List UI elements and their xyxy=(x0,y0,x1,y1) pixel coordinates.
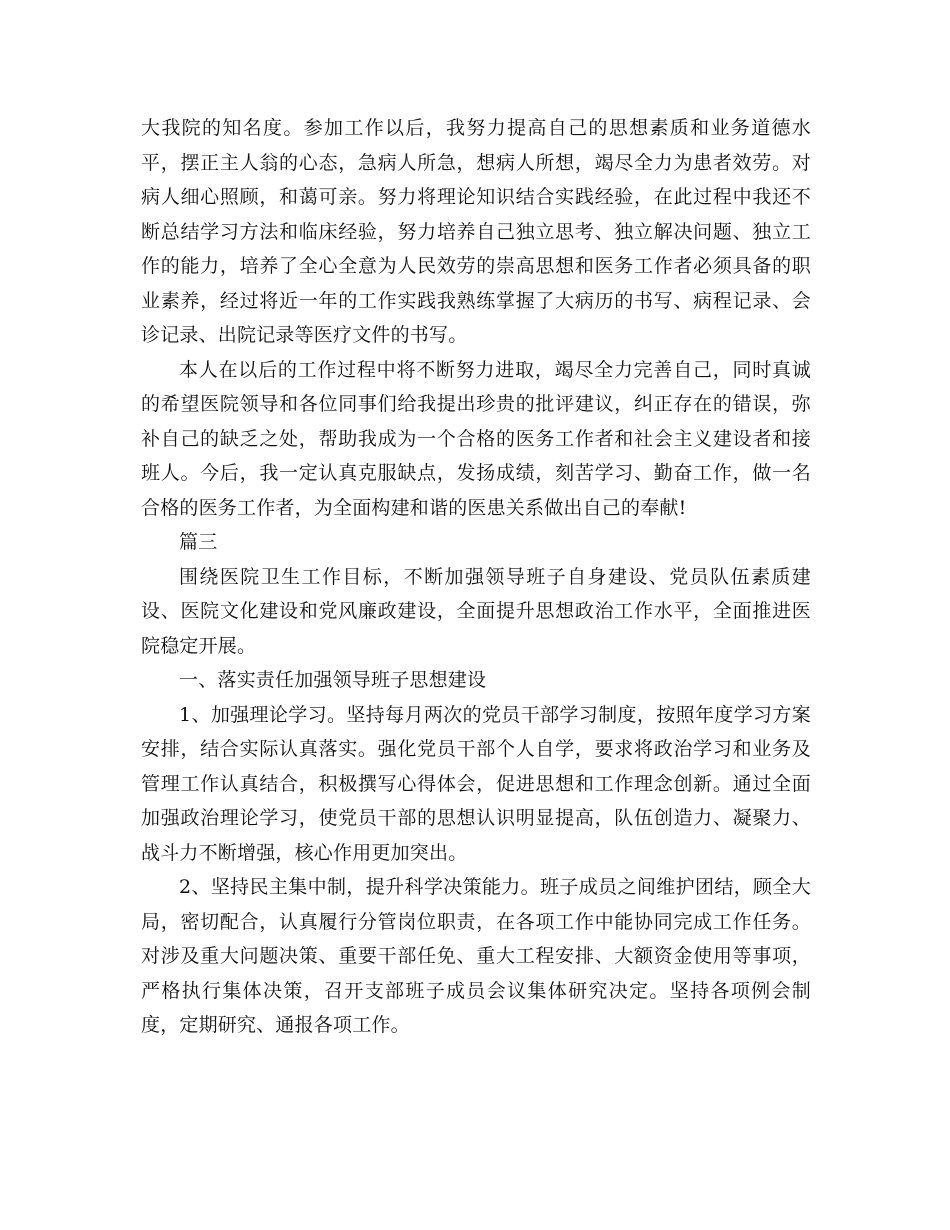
paragraph-hospital-goals: 围绕医院卫生工作目标，不断加强领导班子自身建设、党员队伍素质建设、医院文化建设和党风廉政建设，全面提升思想政治工作水平，全面推进医院稳定开展。 xyxy=(141,565,811,657)
paragraph-self-improvement: 本人在以后的工作过程中将不断努力进取，竭尽全力完善自己，同时真诚的希望医院领导和各位同事们给我提出珍贵的批评建议，纠正存在的错误，弥补自己的缺乏之处，帮助我成为一个合格的医务工作者和社会主义建设者和接班人。今后，我一定认真克服缺点，发扬成绩，刻苦学习、勤奋工作，做一名合格的医务工作者，为全面构建和谐的医患关系做出自己的奉献! xyxy=(141,358,811,519)
document-body xyxy=(141,111,811,1043)
paragraph-work-summary: 大我院的知名度。参加工作以后，我努力提高自己的思想素质和业务道德水平，摆正主人翁的心态，急病人所急，想病人所想，竭尽全力为患者效劳。对病人细心照顾，和蔼可亲。努力将理论知识结合实践经验，在此过程中我还不断总结学习方法和临床经验，努力培养自己独立思考、独立解决问题、独立工作的能力，培养了全心全意为人民效劳的崇高思想和医务工作者必须具备的职业素养，经过将近一年的工作实践我熟练掌握了大病历的书写、病程记录、会诊记录、出院记录等医疗文件的书写。 xyxy=(141,117,811,346)
section-title-part-three: 篇三 xyxy=(179,531,218,553)
section-heading-leadership: 一、落实责任加强领导班子思想建设 xyxy=(179,669,487,691)
paragraph-democratic-centralism: 2、坚持民主集中制，提升科学决策能力。班子成员之间维护团结，顾全大局，密切配合，认真履行分管岗位职责，在各项工作中能协同完成工作任务。对涉及重大问题决策、重要干部任免、重大工程安排、大额资金使用等事项，严格执行集体决策，召开支部班子成员会议集体研究决定。坚持各项例会制度，定期研究、通报各项工作。 xyxy=(141,876,811,1036)
paragraph-theory-study: 1、加强理论学习。坚持每月两次的党员干部学习制度，按照年度学习方案安排，结合实际认真落实。强化党员干部个人自学，要求将政治学习和业务及管理工作认真结合，积极撰写心得体会，促进思想和工作理念创新。通过全面加强政治理论学习，使党员干部的思想认识明显提高，队伍创造力、凝聚力、战斗力不断增强，核心作用更加突出。 xyxy=(141,703,811,864)
